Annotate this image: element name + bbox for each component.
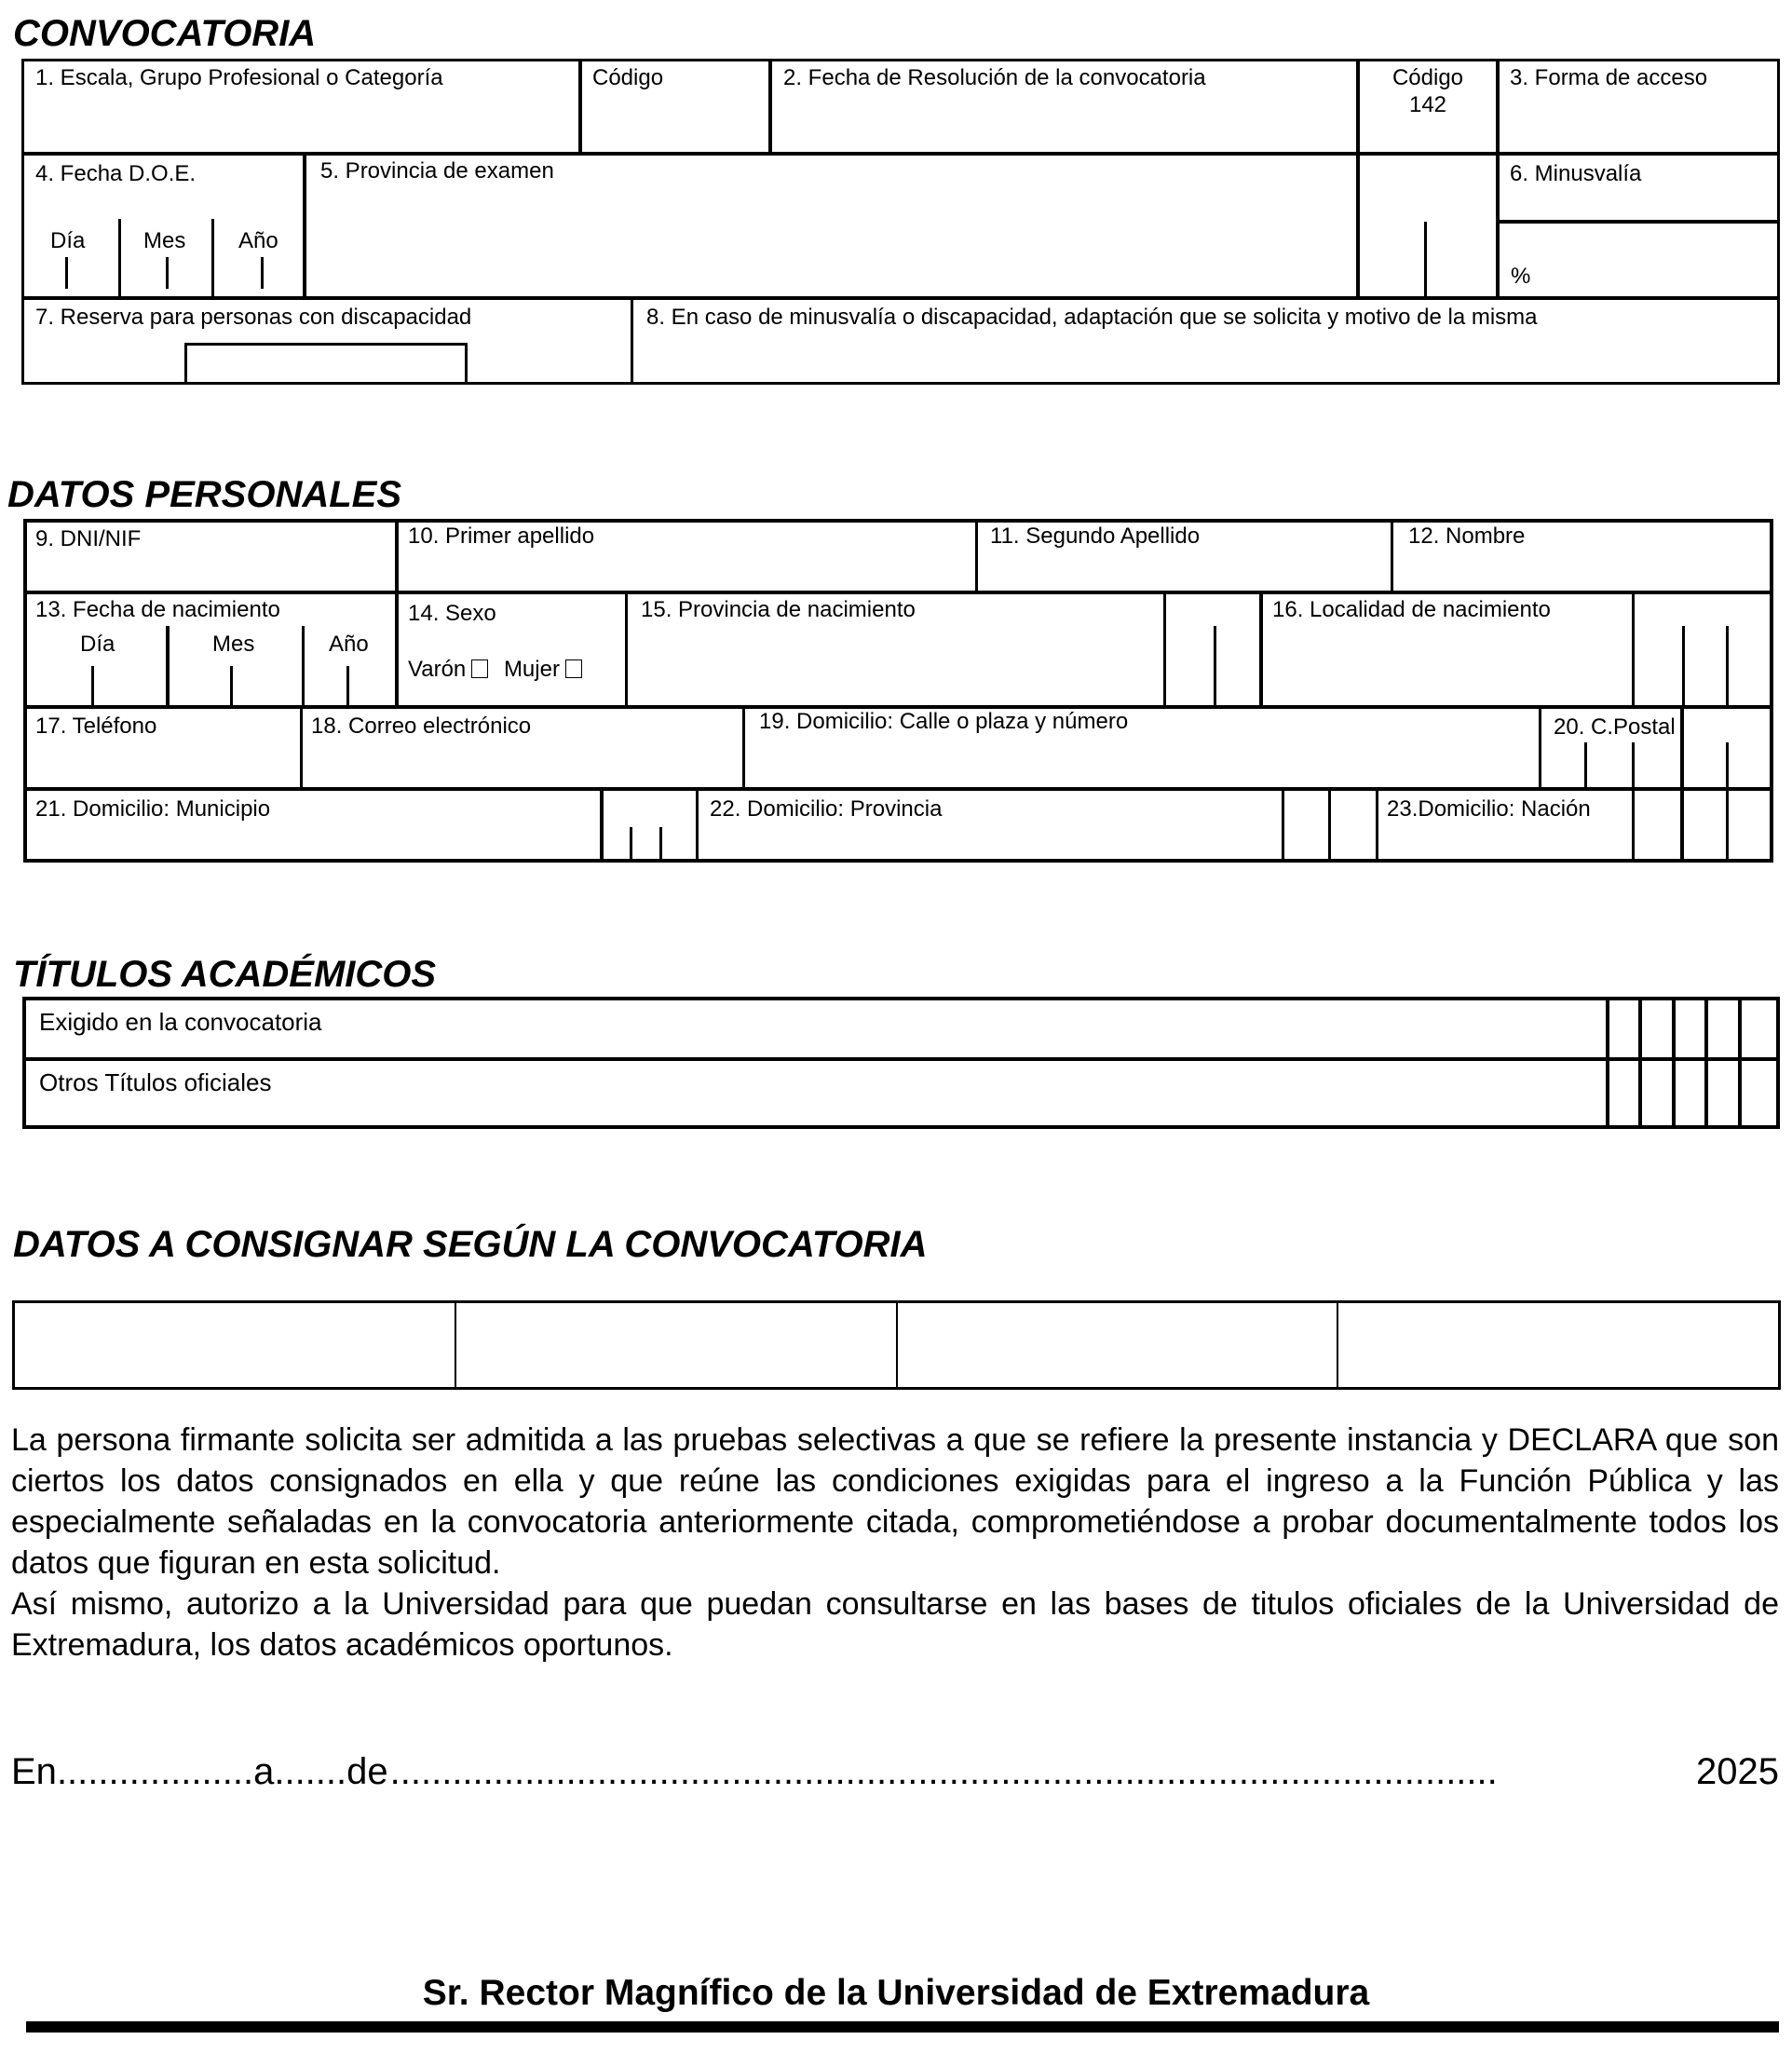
codigo-label: Código (592, 65, 664, 90)
cell-divider (395, 519, 399, 593)
fecha-en: En (11, 1751, 57, 1792)
correo-label: 18. Correo electrónico (311, 714, 532, 739)
fecha-mes-field[interactable]: ........................................................................................................... (389, 1751, 1498, 1792)
minusvalia-label: 6. Minusvalía (1510, 161, 1642, 186)
cell-divider (631, 298, 633, 384)
fecha-a: a (253, 1751, 275, 1792)
varon-checkbox[interactable] (471, 659, 488, 678)
table-border (23, 519, 27, 863)
doe-dia-field[interactable] (24, 252, 117, 296)
domicilio-nacion-label: 23.Domicilio: Nación (1387, 796, 1591, 822)
mujer-label: Mujer (503, 657, 560, 682)
nombre-label: 12. Nombre (1408, 523, 1526, 549)
reserva-checkbox-field[interactable] (184, 343, 468, 385)
sexo-label: 14. Sexo (408, 601, 496, 626)
code-divider (1704, 997, 1708, 1129)
nac-dia-label: Día (80, 632, 115, 657)
otros-titulos-label: Otros Títulos oficiales (39, 1068, 272, 1096)
domicilio-municipio-label: 21. Domicilio: Municipio (35, 796, 271, 822)
escala-label: 1. Escala, Grupo Profesional o Categoría (35, 65, 443, 90)
datos-consignar-cell[interactable] (1338, 1303, 1778, 1387)
code-divider (1672, 997, 1676, 1129)
nac-mes-label: Mes (212, 632, 255, 657)
cell-divider (300, 707, 303, 789)
primer-apellido-label: 10. Primer apellido (408, 523, 595, 549)
cell-divider (742, 707, 745, 789)
cell-divider (1539, 707, 1541, 789)
fecha-lugar-field[interactable]: ................... (56, 1751, 254, 1792)
provincia-nacimiento-code-field[interactable] (1167, 595, 1258, 704)
cell-divider (975, 519, 978, 593)
provincia-nacimiento-label: 15. Provincia de nacimiento (641, 597, 916, 622)
minusvalia-percent-field[interactable] (1500, 224, 1776, 295)
forma-acceso-label: 3. Forma de acceso (1510, 65, 1708, 90)
doe-mes-field[interactable] (122, 252, 210, 296)
datos-consignar-cell[interactable] (898, 1303, 1339, 1387)
cell-divider (1282, 789, 1284, 862)
adaptacion-label: 8. En caso de minusvalía o discapacidad, adaptación que se solicita y motivo de la misma (646, 305, 1538, 330)
reserva-label: 7. Reserva para personas con discapacidad (35, 305, 472, 330)
section-heading-titulos: TÍTULOS ACADÉMICOS (13, 954, 437, 995)
cell-divider (1632, 592, 1635, 707)
doe-dia-label: Día (50, 228, 86, 253)
section-heading-datos-personales: DATOS PERSONALES (7, 474, 402, 515)
codigo-postal-label: 20. C.Postal (1554, 714, 1676, 740)
table-border (1776, 997, 1780, 1129)
table-border (22, 997, 26, 1129)
table-divider (24, 787, 1773, 791)
date-divider (302, 626, 305, 707)
sexo-options (408, 657, 582, 683)
date-divider (118, 219, 121, 298)
codigo-142-label: Código (1392, 65, 1464, 90)
provincia-examen-label: 5. Provincia de examen (320, 158, 554, 184)
doe-anio-label: Año (238, 228, 278, 253)
table-divider (24, 591, 1773, 594)
titulo-exigido-label: Exigido en la convocatoria (39, 1008, 322, 1036)
telefono-label: 17. Teléfono (35, 714, 157, 739)
fecha-anio: 2025 (1696, 1751, 1779, 1792)
code-divider (1738, 997, 1742, 1129)
cell-divider (1496, 220, 1780, 224)
section-heading-convocatoria: CONVOCATORIA (13, 13, 317, 54)
cell-divider (303, 154, 306, 298)
cell-divider (395, 592, 399, 707)
nac-dia-field[interactable] (28, 661, 165, 704)
cell-divider (1259, 592, 1263, 707)
footer-rule (26, 2021, 1779, 2033)
doe-anio-field[interactable] (215, 252, 302, 296)
table-divider (21, 296, 1780, 300)
fecha-nacimiento-label: 13. Fecha de nacimiento (35, 597, 280, 622)
fecha-de: de (346, 1751, 388, 1792)
doe-mes-label: Mes (143, 228, 186, 253)
fecha-doe-label: 4. Fecha D.O.E. (35, 161, 197, 186)
cell-divider (696, 789, 699, 862)
varon-label: Varón (408, 657, 467, 682)
localidad-nacimiento-label: 16. Localidad de nacimiento (1272, 597, 1551, 622)
cell-divider (1376, 789, 1378, 862)
datos-consignar-cell[interactable] (15, 1303, 456, 1387)
percent-symbol: % (1511, 264, 1531, 289)
declaracion-paragraph-1: La persona firmante solicita ser admitida a las pruebas selectivas a que se refiere la presente instancia y DECLARA que son ciertos los datos consignados en ella y que reúne las condiciones exigidas para el ingreso a la Función Pública y las especialmente señaladas en la convocatoria anteriormente citada, comprometiéndose a probar documentalmente todos los datos que figuran en esta solicitud. (11, 1422, 1779, 1581)
domicilio-provincia-code-field[interactable] (1285, 792, 1375, 859)
nac-anio-label: Año (329, 632, 369, 657)
localidad-nacimiento-code-field[interactable] (1636, 595, 1769, 704)
table-border (24, 859, 1773, 863)
cell-divider (1391, 519, 1393, 593)
table-divider (21, 152, 1780, 156)
fecha-firma-line (11, 1751, 1779, 1793)
cell-divider (1632, 789, 1635, 862)
cell-divider (600, 789, 604, 862)
nac-anio-field[interactable] (305, 661, 394, 704)
domicilio-calle-label: 19. Domicilio: Calle o plaza y número (759, 709, 1129, 734)
codigo-142-value: 142 (1408, 92, 1447, 117)
table-border (23, 1125, 1780, 1129)
mujer-checkbox[interactable] (565, 659, 582, 678)
section-heading-datos-consignar: DATOS A CONSIGNAR SEGÚN LA CONVOCATORIA (13, 1224, 928, 1265)
declaracion-text (11, 1420, 1779, 1666)
datos-consignar-cell[interactable] (456, 1303, 898, 1387)
domicilio-municipio-code-field[interactable] (604, 792, 695, 859)
domicilio-provincia-label: 22. Domicilio: Provincia (710, 796, 943, 822)
code-divider (1606, 997, 1609, 1129)
declaracion-paragraph-2: Así mismo, autorizo a la Universidad para que puedan consultarse en las bases de titulos oficiales de la Universidad de Extremadura, los datos académicos oportunos. (11, 1586, 1779, 1663)
date-divider (166, 626, 170, 707)
datos-consignar-table (12, 1300, 1781, 1390)
destinatario: Sr. Rector Magnífico de la Universidad de Extremadura (422, 1973, 1370, 2013)
provincia-examen-code-field[interactable] (1360, 156, 1495, 295)
fecha-dia-field[interactable]: ....... (274, 1751, 347, 1792)
cell-divider (1163, 592, 1166, 707)
cell-divider (625, 592, 628, 707)
dni-label: 9. DNI/NIF (35, 526, 142, 551)
segundo-apellido-label: 11. Segundo Apellido (990, 523, 1201, 549)
nac-mes-field[interactable] (170, 661, 301, 704)
date-divider (211, 219, 214, 298)
code-divider (1638, 997, 1642, 1129)
fecha-resolucion-label: 2. Fecha de Resolución de la convocatoria (783, 65, 1206, 90)
table-border (1770, 519, 1773, 863)
domicilio-nacion-code-field[interactable] (1636, 792, 1769, 859)
